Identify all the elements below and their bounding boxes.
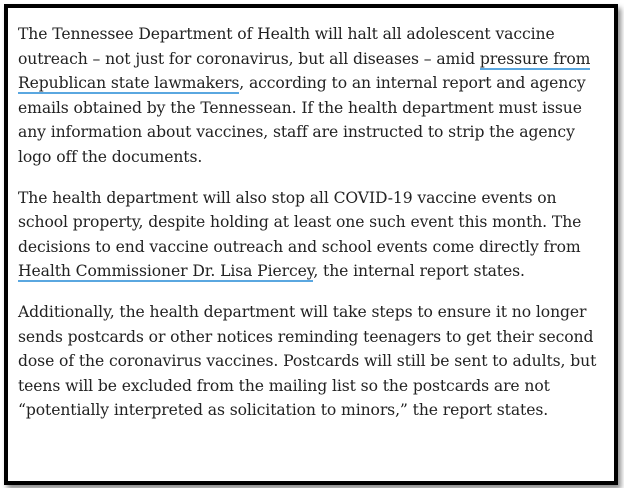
paragraph-2-text-after: , the internal report states. [313, 262, 525, 281]
article-frame [4, 4, 618, 485]
link-pressure-from-republican-lawmakers[interactable]: pressure from Republican state lawmakers [18, 49, 591, 93]
paragraph-2 [18, 186, 610, 284]
link-health-commissioner[interactable]: Health Commissioner Dr. Lisa Piercey [18, 262, 314, 281]
paragraph-1-text-before: The Tennessee Department of Health will halt all adolescent vaccine outreach – not just for coronavirus, but all diseases – amid [18, 25, 555, 68]
paragraph-1 [18, 22, 610, 170]
article-body [18, 22, 610, 423]
paragraph-3: Additionally, the health department will take steps to ensure it no longer sends postcards or other notices reminding teenagers to get their second dose of the coronavirus vaccines. Postcards will still be sent to adults, but teens will be excluded from the mailing list so the postcards are not “potentially interpreted as solicitation to minors,” the report states. [18, 302, 597, 420]
paragraph-1-text-after: , according to an internal report and agency emails obtained by the Tennessean. If the health department must issue any information about vaccines, staff are instructed to strip the agency logo off the documents. [18, 74, 586, 166]
paragraph-2-text-before: The health department will also stop all COVID-19 vaccine events on school property, despite holding at least one such event this month. The decisions to end vaccine outreach and school events come directly from [18, 188, 582, 256]
